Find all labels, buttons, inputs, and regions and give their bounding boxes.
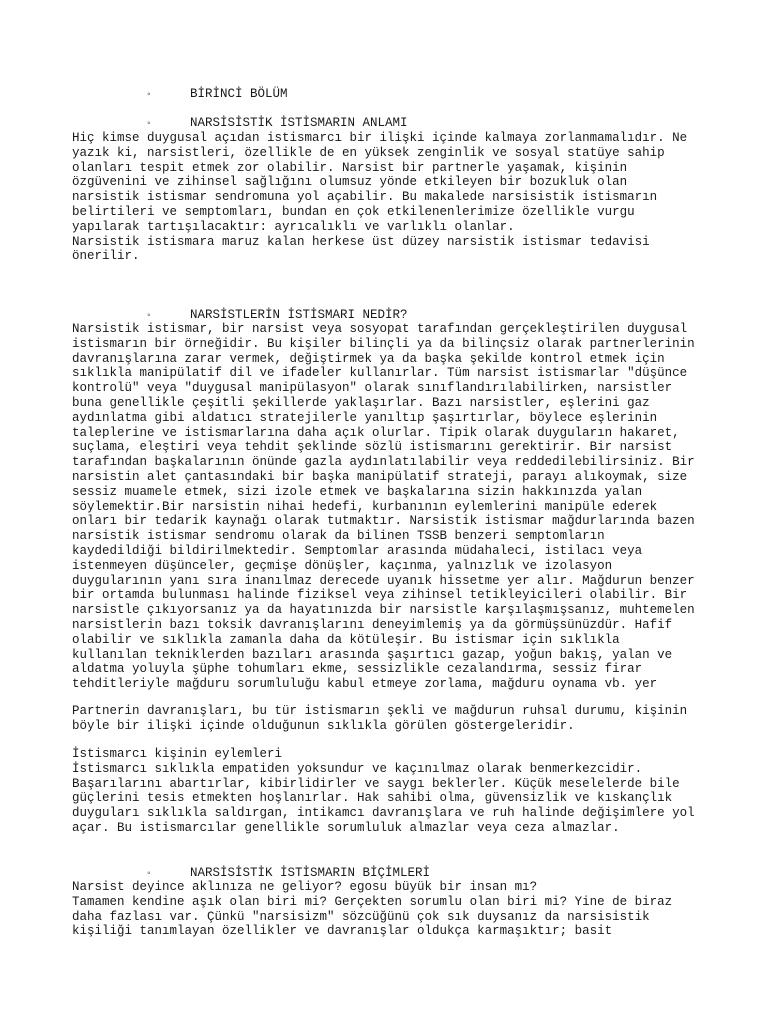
heading-text: NARSİSTLERİN İSTİSMARI NEDİR? [190, 307, 408, 322]
paragraph-definition: Narsistik istismar, bir narsist veya sosyopat tarafından gerçekleştirilen duygusal istismarın bir örneğidir. Bu kişiler bilinçli ya da bilinçsiz olarak partnerlerinin davranışlarına zarar vermek, değiştirmek ya da başka şekilde kontrol etmek için sıklıkla manipülatif dil ve ifadeler kullanırlar. Tüm narsist istismarlar "düşünce kontrolü" veya "duygusal manipülasyon" olarak sınıflandırılabilirken, narsistler buna genellikle çeşitli şekillerde yaklaşırlar. Bazı narsistler, eşlerini gaz aydınlatma gibi aldatıcı stratejilerle yanıltıp şaşırtırlar, böylece eşlerinin taleplerine ve istismarlarına daha açık olurlar. Tipik olarak duyguların hakaret, suçlama, eleştiri veya tehdit şeklinde sözlü istismarını gerektirir. Bir narsist tarafından başkalarının önünde gazla aydınlatılabilir veya reddedilebilirsiniz. Bir narsistin alet çantasındaki bir başka manipülatif strateji, parayı alıkoymak, size sessiz muamele etmek, sizi izole etmek ve başkalarına sizin hakkınızda yalan söylemektir.Bir narsistin nihai hedefi, kurbanının eylemlerini manipüle ederek onları bir tedarik kaynağı olarak tutmaktır. Narsistik istismar mağdurlarında bazen narsistik istismar sendromu olarak da bilinen TSSB benzeri semptomların kaydedildiği bildirilmektedir. Semptomlar arasında müdahaleci, istilacı veya istenmeyen düşünceler, geçmişe dönüşler, kaçınma, yalnızlık ve izolasyon duygularının yanı sıra inanılmaz derecede uyanık hissetme yer alır. Mağdurun benzer bir ortamda bulunması halinde fiziksel veya zihinsel tetikleyicileri olabilir. Bir narsistle çıkıyorsanız ya da hayatınızda bir narsistle karşılaşmışsanız, muhtemelen narsistlerin bazı toksik davranışlarını deneyimlemiş ya da görmüşsünüzdür. Hafif olabilir ve sıklıkla zamanla daha da kötüleşir. Bu istismar için sıklıkla kullanılan tekniklerden bazıları arasında şaşırtıcı gazap, yoğun bakış, yalan ve aldatma yoluyla şüphe tohumları ekme, sessizlikle cezalandırma, sessiz firar tehditleriyle mağduru sorumluluğu kabul etmeye zorlama, mağduru oynama vb. yer [72, 322, 695, 692]
bullet-icon: ◦ [146, 310, 153, 322]
heading-text: NARSİSİSTİK İSTİSMARIN ANLAMI [190, 115, 408, 130]
bullet-icon: ◦ [146, 118, 153, 130]
bullet-icon: ◦ [146, 89, 153, 101]
paragraph-forms: Narsist deyince aklınıza ne geliyor? egosu büyük bir insan mı? Tamamen kendine aşık olan biri mi? Gerçekten sorumlu olan biri mi? Yine de biraz daha fazlası var. Çünkü "narsisizm" sözcüğünü çok sık duysanız da narsisistik kişiliği tanımlayan özellikler ve davranışlar oldukça karmaşıktır; basit [72, 880, 673, 939]
paragraph-indicators: Partnerin davranışları, bu tür istismarın şekli ve mağdurun ruhsal durumu, kişinin böyle bir ilişki içinde olduğunun sıklıkla görülen göstergeleridir. [72, 704, 688, 733]
bullet-icon: ◦ [146, 868, 153, 880]
heading-text: BİRİNCİ BÖLÜM [190, 86, 288, 101]
heading-text: NARSİSİSTİK İSTİSMARIN BİÇİMLERİ [190, 865, 431, 880]
paragraph-intro: Hiç kimse duygusal açıdan istismarcı bir ilişki içinde kalmaya zorlanmamalıdır. Ne yazık ki, narsistleri, özellikle de en yüksek zenginlik ve sosyal statüye sahip olanları tespit etmek zor olabilir. Narsist bir partnerle yaşamak, kişinin özgüvenini ve zihinsel sağlığını olumsuz yönde etkileyen bir bozukluk olan narsistik istismar sendromuna yol açabilir. Bu makalede narsisistik istismarın belirtileri ve semptomları, bundan en çok etkilenenlerimize özellikle vurgu yapılarak tartışılacaktır: ayrıcalıklı ve varlıklı olanlar. Narsistik istismara maruz kalan herkese üst düzey narsistik istismar tedavisi önerilir. [72, 131, 688, 264]
paragraph-abuser-actions: İstismarcı kişinin eylemleri İstismarcı sıklıkla empatiden yoksundur ve kaçınılmaz olarak benmerkezcidir. Başarılarını abartırlar, kibirlidirler ve saygı beklerler. Küçük meselelerde bile güçlerini tesis etmekten hoşlanırlar. Hak sahibi olma, güvensizlik ve kıskançlık duyguları sıklıkla saldırgan, intikamcı davranışlara ve ruh halinde değişimlere yol açar. Bu istismarcılar genellikle sorumluluk almazlar veya ceza almazlar. [72, 747, 695, 835]
